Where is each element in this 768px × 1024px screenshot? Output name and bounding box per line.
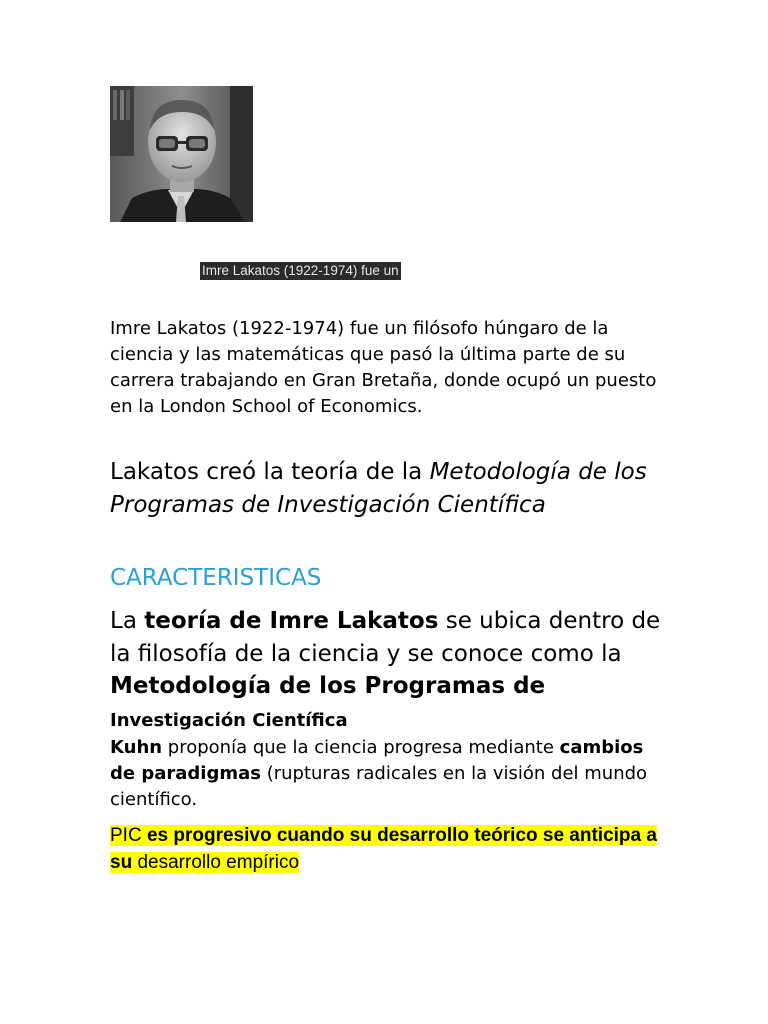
kuhn-bold-1: Kuhn <box>110 737 163 758</box>
summary-paragraph <box>110 605 670 737</box>
theory-lead: Lakatos creó la teoría de la <box>110 459 430 485</box>
kuhn-paragraph <box>110 735 670 813</box>
pic-text-2: desarrollo empírico <box>132 852 300 873</box>
pic-bold-text: es progresivo cuando su desarrollo teórico se anticipa a su <box>110 825 657 873</box>
summary-text-1: La <box>110 608 145 634</box>
intro-paragraph: Imre Lakatos (1922-1974) fue un filósofo húngaro de la ciencia y las matemáticas que pasó la última parte de su carrera trabajando en Gran Bretaña, donde ocupó un puesto en la London School of Economics. <box>110 318 657 417</box>
section-heading: CARACTERISTICAS <box>110 565 322 591</box>
summary-text-2: se ubica dentro de la filosofía de la ciencia y se conoce como la <box>110 608 661 667</box>
summary-bold-3: Investigación Científica <box>110 709 348 731</box>
pic-highlight-paragraph <box>110 822 670 876</box>
kuhn-text-1: proponía que la ciencia progresa mediante <box>162 737 560 758</box>
kuhn-text-2: (rupturas radicales en la visión del mundo científico. <box>110 763 648 810</box>
photo-caption: Imre Lakatos (1922-1974) fue un <box>202 263 399 278</box>
theory-title: Metodología de los Programas de Investigación Científica <box>110 459 647 518</box>
theory-paragraph <box>110 456 670 521</box>
summary-bold-1: teoría de Imre Lakatos <box>144 608 439 634</box>
summary-bold-2: Metodología de los Programas de <box>110 673 546 699</box>
pic-text-1: PIC <box>110 825 147 846</box>
portrait-photo <box>110 86 253 222</box>
kuhn-bold-2: cambios de paradigmas <box>110 737 644 784</box>
